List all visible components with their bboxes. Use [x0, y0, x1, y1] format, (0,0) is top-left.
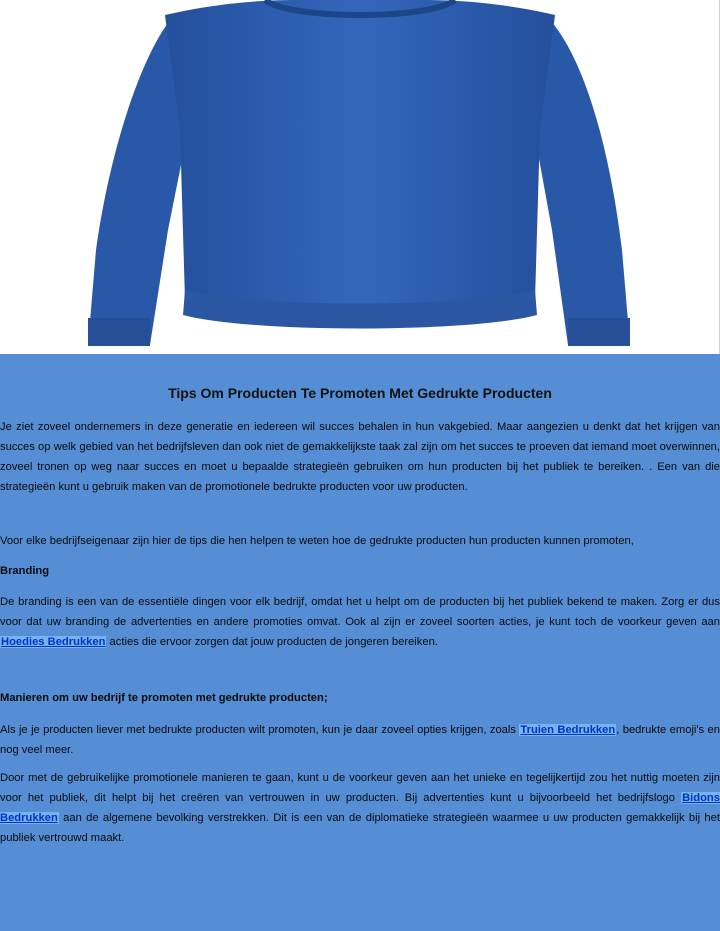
ways-heading: Manieren om uw bedrijf te promoten met gedrukte producten;: [0, 692, 328, 704]
sweatshirt-image: [0, 0, 720, 354]
hoedies-bedrukken-link[interactable]: Hoedies Bedrukken: [1, 636, 106, 648]
ways-text: Als je je producten liever met bedrukte producten wilt promoten, kun je daar zoveel opties krijgen, zoals: [0, 724, 520, 736]
article-title: Tips Om Producten Te Promoten Met Gedrukte Producten: [168, 385, 552, 401]
usual-text: Door met de gebruikelijke promotionele manieren te gaan, kunt u de voorkeur geven aan het unieke en tegelijkertijd zou het nuttig moeten zijn voor het publiek, dit helpt bij het creëren van vertrouwen in uw producten. Bij advertenties kunt u bijvoorbeeld het bedrijfslogo: [0, 772, 720, 804]
ways-text-end: , bedrukte emoji's en nog veel meer.: [0, 724, 720, 756]
usual-ways-paragraph: [0, 768, 720, 848]
branding-text-end: acties die ervoor zorgen dat jouw producten de jongeren bereiken.: [106, 636, 438, 648]
ways-paragraph: [0, 720, 720, 760]
branding-paragraph: [0, 592, 720, 652]
branding-heading: Branding: [0, 565, 50, 577]
bidons-bedrukken-link[interactable]: Bidons Bedrukken: [0, 792, 720, 824]
product-image: [0, 0, 720, 354]
intro-paragraph: Je ziet zoveel ondernemers in deze generatie en iedereen wil succes behalen in hun vakgebied. Maar aangezien u denkt dat het krijgen van succes op welk gebied van het bedrijfsleven dan ook niet de gemakkelijkste taak zal zijn om het succes te proeven dat iemand moet overwinnen, zoveel tronen op weg naar succes en moet u bepaalde strategieën gebruiken om hun producten bij het publiek te bereiken. . Een van die strategieën kunt u gebruik maken van de promotionele bedrukte producten voor uw producten.: [0, 421, 720, 493]
usual-text-end: aan de algemene bevolking verstrekken. Dit is een van de diplomatieke strategieën waarmee u uw producten gemakkelijk bij het publiek vertrouwd maakt.: [0, 812, 720, 844]
tips-intro-paragraph: Voor elke bedrijfseigenaar zijn hier de tips die hen helpen te weten hoe de gedrukte producten hun producten kunnen promoten,: [0, 535, 634, 547]
truien-bedrukken-link[interactable]: Truien Bedrukken: [520, 724, 616, 736]
branding-text: De branding is een van de essentiële dingen voor elk bedrijf, omdat het u helpt om de producten bij het publiek bekend te maken. Zorg er dus voor dat uw branding de advertenties en andere promoties omvat. Ook al zijn er zoveel soorten acties, je kunt toch de voorkeur geven aan: [0, 596, 720, 628]
